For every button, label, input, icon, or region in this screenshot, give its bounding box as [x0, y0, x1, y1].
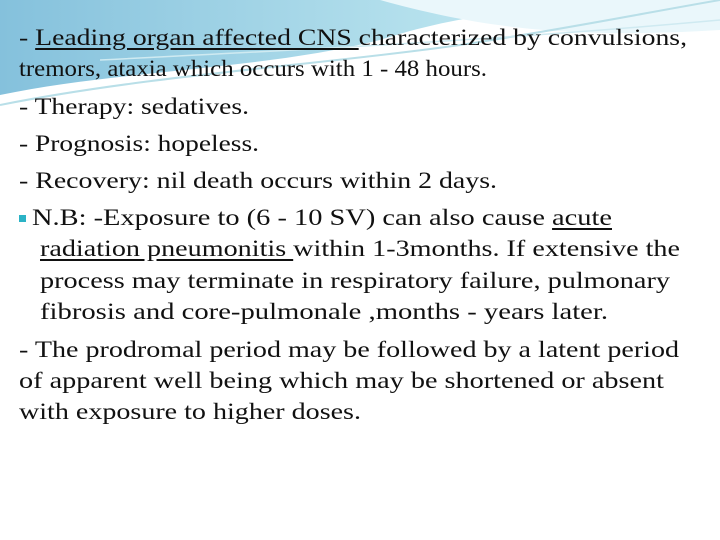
text-line	[19, 367, 664, 395]
text-line	[19, 130, 259, 158]
text-segment: characterized by convulsions,	[358, 25, 687, 50]
bullet-icon	[19, 215, 26, 222]
text-segment: - Recovery: nil death occurs within 2 days.	[19, 168, 498, 193]
text-line	[40, 298, 608, 326]
text-line	[32, 204, 612, 232]
text-line	[40, 267, 670, 295]
text-segment: within 1-3months. If extensive the	[293, 236, 680, 261]
text-segment: fibrosis and core-pulmonale ,months - years later.	[40, 299, 608, 324]
text-line	[40, 235, 680, 263]
underlined-text: radiation pneumonitis	[40, 236, 294, 261]
text-line	[19, 55, 487, 83]
text-segment: tremors, ataxia which occurs with 1 - 48 hours.	[19, 56, 487, 81]
text-segment: with exposure to higher doses.	[19, 399, 361, 424]
text-segment: -	[19, 25, 36, 50]
underlined-text: acute	[552, 205, 612, 230]
text-segment: - Prognosis: hopeless.	[19, 131, 259, 156]
text-segment: of apparent well being which may be shortened or absent	[19, 368, 664, 393]
text-line	[19, 24, 687, 52]
underlined-text: Leading organ affected CNS	[35, 25, 359, 50]
text-segment: - Therapy: sedatives.	[19, 94, 249, 119]
text-line	[19, 398, 361, 426]
text-segment: - The prodromal period may be followed by a latent period	[19, 337, 679, 362]
text-segment: process may terminate in respiratory failure, pulmonary	[40, 268, 670, 293]
text-line	[19, 167, 497, 195]
text-line	[19, 336, 679, 364]
text-segment: N.B: -Exposure to (6 - 10 SV) can also cause	[32, 205, 553, 230]
text-line	[19, 93, 249, 121]
